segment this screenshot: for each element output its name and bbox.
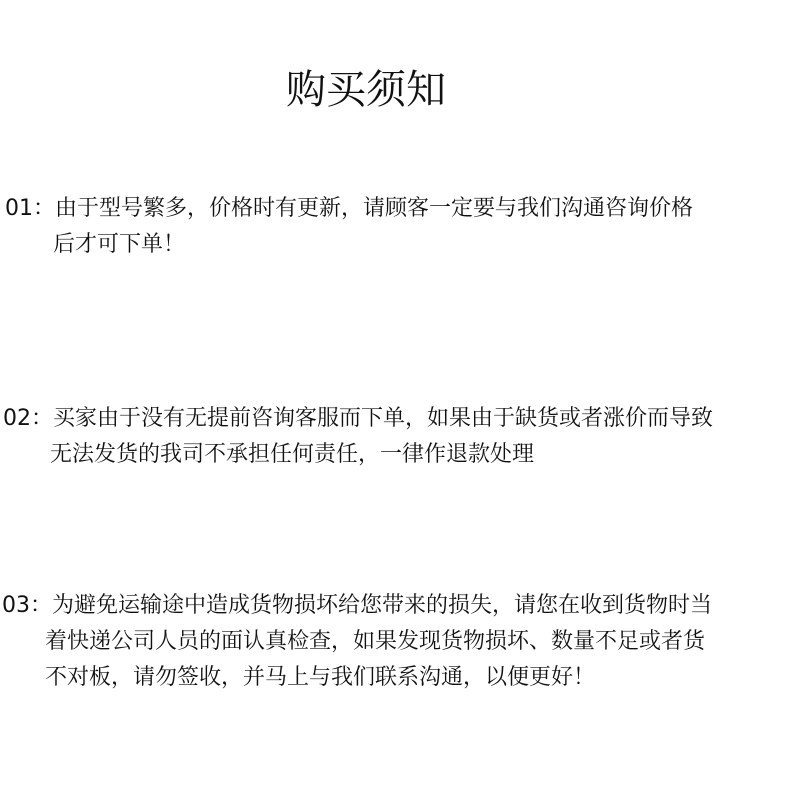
notice-item-02 xyxy=(3,401,713,473)
notice-line: 后才可下单！ xyxy=(53,232,186,257)
notice-line: 不对板，请勿签收，并马上与我们联系沟通，以便更好！ xyxy=(45,665,596,690)
notice-line: 01：由于型号繁多，价格时有更新，请顾客一定要与我们沟通咨询价格 xyxy=(5,196,693,221)
page-title: 购买须知 xyxy=(286,67,446,113)
notice-line: 02：买家由于没有无提前咨询客服而下单，如果由于缺货或者涨价而导致 xyxy=(3,406,713,431)
notice-item-01 xyxy=(5,191,693,263)
notice-line: 无法发货的我司不承担任何责任，一律作退款处理 xyxy=(50,442,535,467)
notice-item-03 xyxy=(2,588,712,696)
notice-line: 03：为避免运输途中造成货物损坏给您带来的损失，请您在收到货物时当 xyxy=(2,593,712,618)
notice-line: 着快递公司人员的面认真检查，如果发现货物损坏、数量不足或者货 xyxy=(45,629,706,654)
